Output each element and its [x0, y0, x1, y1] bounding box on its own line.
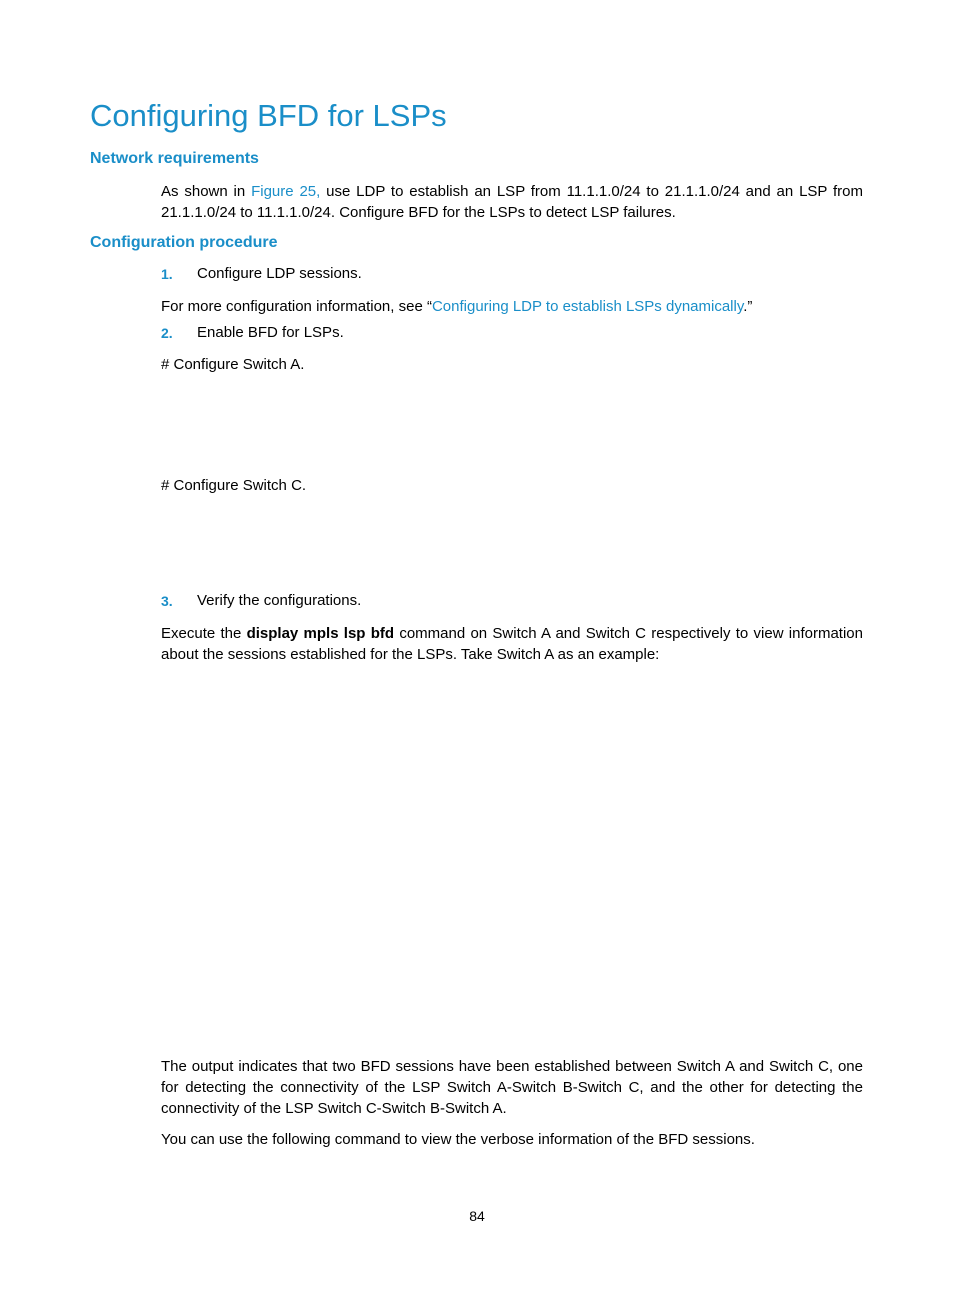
step-text: Enable BFD for LSPs. — [197, 324, 344, 341]
step-number: 1. — [161, 266, 173, 282]
execute-paragraph — [161, 623, 863, 665]
page-title: Configuring BFD for LSPs — [90, 98, 447, 133]
configure-switch-a: # Configure Switch A. — [161, 356, 305, 373]
verbose-paragraph: You can use the following command to view the verbose information of the BFD sessions. — [161, 1131, 755, 1148]
more-info-paragraph — [161, 296, 863, 317]
text: command on Switch A and Switch C respectively to view information about the sessions established for the LSPs. Take Switch A as an example: — [161, 625, 863, 663]
command-name: display mpls lsp bfd — [246, 625, 395, 642]
step-text: Configure LDP sessions. — [197, 265, 362, 282]
text: .” — [743, 298, 753, 315]
step-number: 2. — [161, 325, 173, 341]
step-text: Verify the configurations. — [197, 592, 362, 609]
text: use LDP to establish an LSP from 11.1.1.0/24 to 21.1.1.0/24 and an LSP from 21.1.1.0/24 to 11.1.1.0/24. Configure BFD for the LSPs to detect LSP failures. — [161, 183, 863, 221]
figure-link[interactable]: Figure 25, — [251, 183, 321, 200]
text: For more configuration information, see “ — [161, 298, 432, 315]
ldp-config-link[interactable]: Configuring LDP to establish LSPs dynamically — [431, 298, 744, 315]
text: As shown in — [161, 183, 252, 200]
step-number: 3. — [161, 593, 173, 609]
heading-network-requirements: Network requirements — [90, 150, 259, 167]
configure-switch-c: # Configure Switch C. — [161, 477, 307, 494]
network-requirements-paragraph — [161, 181, 863, 223]
page-number: 84 — [469, 1208, 485, 1224]
output-paragraph: The output indicates that two BFD sessions have been established between Switch A and Switch C, one for detecting the connectivity of the LSP Switch A-Switch B-Switch C, and the other for detecting the connectivity of the LSP Switch C-Switch B-Switch A. — [161, 1058, 863, 1117]
text: Execute the — [161, 625, 247, 642]
heading-configuration-procedure: Configuration procedure — [90, 234, 278, 251]
